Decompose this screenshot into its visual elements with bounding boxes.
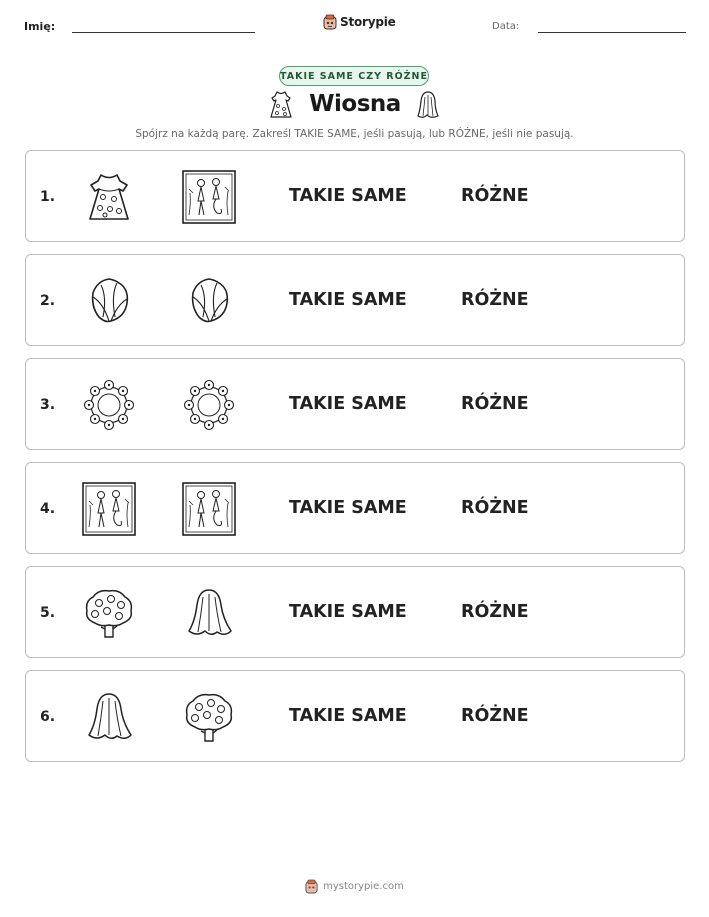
tapestry-icon — [81, 481, 137, 537]
instructions-text: Spójrz na każdą parę. Zakreśl TAKIE SAME, jeśli pasują, lub RÓŻNE, jeśli nie pasują. — [135, 128, 574, 140]
option-different[interactable]: RÓŻNE — [461, 394, 529, 414]
name-field-line[interactable] — [72, 32, 255, 33]
right-picture — [181, 689, 237, 745]
wreath-icon — [181, 377, 237, 433]
option-different[interactable]: RÓŻNE — [461, 706, 529, 726]
worksheet-header — [0, 0, 709, 50]
row-number: 5. — [40, 605, 56, 621]
storypie-mascot-icon — [323, 14, 337, 30]
row-number: 4. — [40, 501, 56, 517]
tapestry-icon — [181, 169, 237, 225]
left-picture — [81, 585, 137, 641]
row-number: 3. — [40, 397, 56, 413]
row-number: 1. — [40, 189, 56, 205]
exercise-row — [25, 462, 685, 554]
right-picture — [181, 481, 237, 537]
option-same[interactable]: TAKIE SAME — [289, 706, 407, 726]
page-footer — [0, 879, 709, 894]
option-different[interactable]: RÓŻNE — [461, 498, 529, 518]
tulip-icon — [181, 273, 237, 329]
row-number: 2. — [40, 293, 56, 309]
left-picture — [81, 689, 137, 745]
row-number: 6. — [40, 709, 56, 725]
exercise-row — [25, 566, 685, 658]
worksheet-type-badge: TAKIE SAME CZY RÓŻNE — [279, 66, 429, 86]
date-field-line[interactable] — [538, 32, 686, 33]
option-different[interactable]: RÓŻNE — [461, 602, 529, 622]
left-picture — [81, 481, 137, 537]
option-different[interactable]: RÓŻNE — [461, 186, 529, 206]
right-picture — [181, 169, 237, 225]
left-picture — [81, 273, 137, 329]
name-label: Imię: — [24, 20, 56, 33]
exercise-row — [25, 358, 685, 450]
apple-tree-icon — [81, 585, 137, 641]
exercise-row — [25, 254, 685, 346]
option-same[interactable]: TAKIE SAME — [289, 290, 407, 310]
brand-logo — [323, 13, 396, 31]
right-picture — [181, 273, 237, 329]
brand-name: Storypie — [340, 15, 396, 29]
wreath-icon — [81, 377, 137, 433]
page-title: Wiosna — [309, 91, 401, 117]
veil-icon — [181, 585, 237, 641]
right-picture — [181, 377, 237, 433]
apple-tree-icon — [181, 689, 237, 745]
left-picture — [81, 377, 137, 433]
footer-url[interactable]: mystorypie.com — [323, 881, 404, 892]
exercise-row — [25, 150, 685, 242]
option-same[interactable]: TAKIE SAME — [289, 186, 407, 206]
exercise-list — [25, 150, 685, 774]
dress-icon — [81, 169, 137, 225]
option-same[interactable]: TAKIE SAME — [289, 394, 407, 414]
storypie-mascot-icon — [305, 879, 318, 894]
option-same[interactable]: TAKIE SAME — [289, 602, 407, 622]
option-same[interactable]: TAKIE SAME — [289, 498, 407, 518]
veil-icon — [81, 689, 137, 745]
right-picture — [181, 585, 237, 641]
option-different[interactable]: RÓŻNE — [461, 290, 529, 310]
exercise-row — [25, 670, 685, 762]
date-label: Data: — [492, 21, 520, 32]
left-picture — [81, 169, 137, 225]
tapestry-icon — [181, 481, 237, 537]
veil-icon — [414, 89, 442, 121]
tulip-icon — [81, 273, 137, 329]
